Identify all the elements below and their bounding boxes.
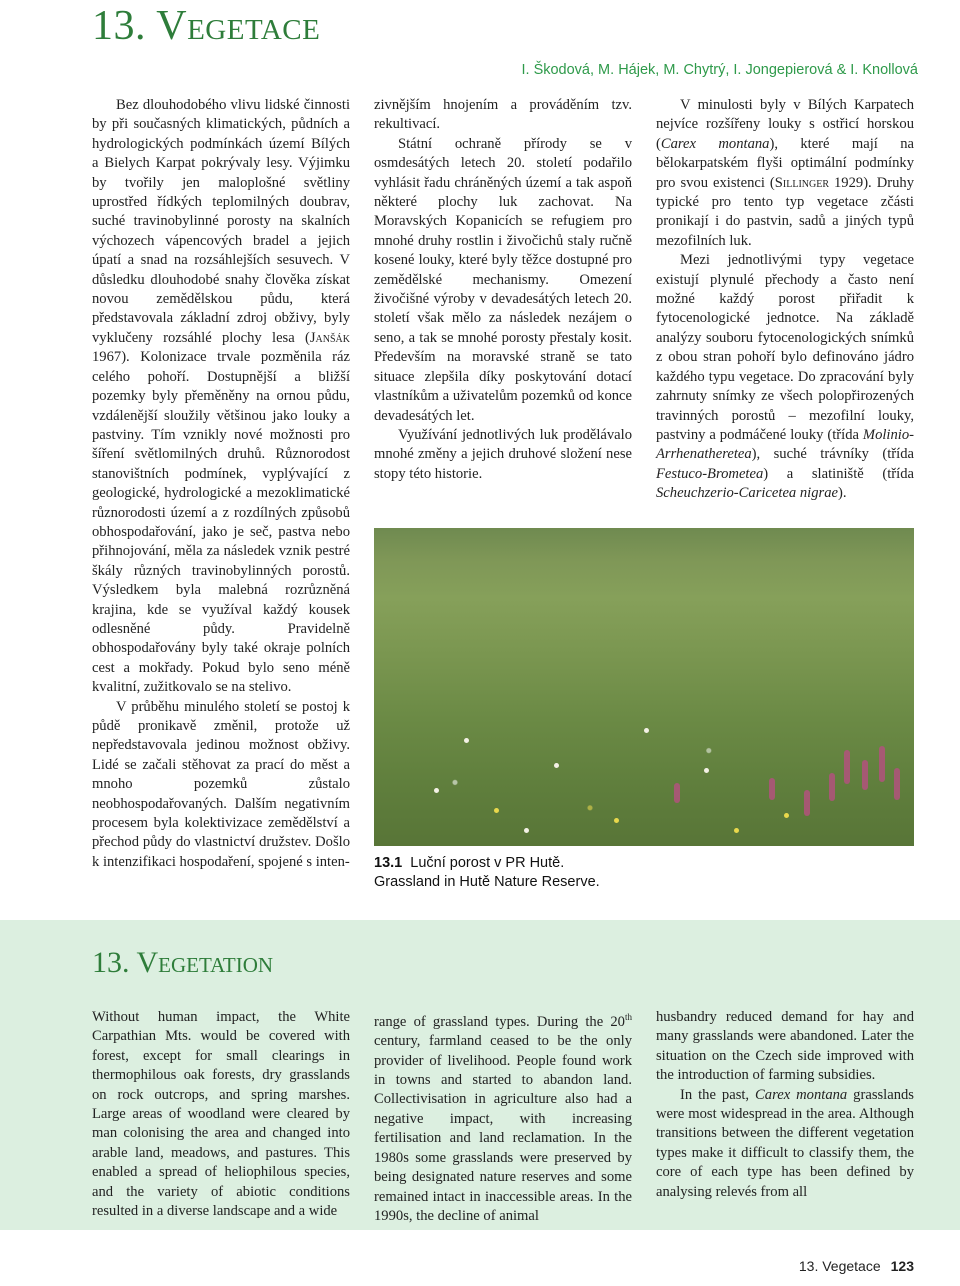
cz-paragraph: V minulosti byly v Bílých Karpatech nejvíce rozšířeny louky s ostřicí horskou (Carex montana), které mají na bělokarpatském flyši optimální podmínky pro svou existenci (Sillinger 1929). Druhy typické pro tento typ vegetace zčásti pronikají i do pastvin, sadů a jiných typů mezofilních luk. [656,97,914,249]
cz-paragraph: Státní ochraně přírody se v osmdesátých letech 20. století podařilo vyhlásit řadu chráněných území a tak aspoň některé plochy luk zachovat. Na Moravských Kopanicích se refugiem pro mnohé druhy rostlin i živočichů staly ručně kosené louky, které byly těžce dostupné pro zemědělské mechanismy. Omezení živočišné výroby v devadesátých letech 20. století však mělo za následek nezájem o seno, a tak se mnohé porosty přestaly kosit. Především na moravské straně se tato situace zlepšila díky poskytování dotací vlastníkům a uživatelům pozemků od konce devadesátých let. [374,135,632,424]
figure-caption: 13.1 Luční porost v PR Hutě. Grassland in Hutě Nature Reserve. [374,855,600,890]
en-column-3 [656,1008,914,1202]
page-title: 13. Vegetace [92,3,321,49]
citation: Sillinger [774,174,829,191]
page-footer [799,1258,914,1274]
cz-column-3 [656,96,914,504]
cz-paragraph: Mezi jednotlivými typy vegetace existují plynulé přechody a často není možné každý porost přiřadit k fytocenologické jednotce. Na základě analýzy souboru fytocenologických snímků z obou stran pohoří bylo definováno jádro každého typu vegetace. Do zpracování byly zahrnuty snímky ze všech polopřirozených travinných porostů – mezofilní louky, pastviny a podmáčené louky (třída Molinio-Arrhenatheretea), suché trávníky (třída Festuco-Brometea) a slatiniště (třída Scheuchzerio-Caricetea nigrae). [656,252,914,502]
en-paragraph: In the past, Carex montana grasslands were most widespread in the area. Although transitions between the different vegetation types make it difficult to classify them, the core of each type has been defined by analysing relevés from all [656,1086,914,1200]
cz-column-1 [92,96,350,872]
cz-paragraph: zivnějším hnojením a prováděním tzv. rekultivací. [374,97,632,133]
en-column-1 [92,1008,350,1221]
page-number: 123 [890,1258,914,1274]
authors: I. Škodová, M. Hájek, M. Chytrý, I. Jongepierová & I. Knollová [521,62,918,78]
cz-column-2 [374,96,632,484]
figure-number: 13.1 [374,855,403,871]
en-paragraph: Without human impact, the White Carpathian Mts. would be covered with forest, except for small clearings in thermophilous oak forests, dry grasslands on rock outcrops, and spring marshes. Large areas of woodland were cleared by man colonising the area and changed into arable land, meadows, and pastures. This enabled a spread of heliophilous species, and the variety of abiotic conditions resulted in a diverse landscape and a wide [92,1009,350,1220]
grassland-photo [374,528,914,846]
cz-paragraph: Využívání jednotlivých luk prodělávalo mnohé změny a jejich druhové složení nese stopy této historie. [374,426,632,482]
cz-paragraph: V průběhu minulého století se postoj k půdě pronikavě změnil, protože už nepředstavovala jedinou možnost obživy. Lidé se začali stěhovat za prací do měst a mnoho pozemků zůstalo neobhospodařovaných. Dalším negativním procesem byla kolektivizace zemědělství a přechod půdy do vlastnictví družstev. Došlo k intenzifikaci hospodaření, spojené s inten- [92,698,350,870]
citation: Janšák [309,329,350,346]
cz-paragraph: Bez dlouhodobého vlivu lidské činnosti by při současných klimatických, půdních a hydrologických podmínkách území Bílých a Bielych Karpat pokrývaly lesy. Výjimku by tvořily jen maloplošné světliny uprostřed řídkých teplomilných doubrav, suché travinobylinné porosty na skalních výchozech vápencových bradel a jejich úpatí a snad na rozsáhlejších sesuvech. V důsledku dlouhodobé snahy člověka získat novou zemědělskou půdu, která představovala základní zdroj obživy, byly vyklučeny rozsáhlé plochy lesa (Janšák 1967). Kolonizace trvale pozměnila ráz celého pohoří. Dostupnější a bližší pozemky byly přeměněny na ornou půdu, vzdálenější sloužily většinou jako louky a pastviny. Tím vznikly nové možnosti pro šíření světlomilných druhů. Různorodost stanovištních podmínek, vyplývající z geologické, hydrologické a mezoklimatické různorodosti území a z rozdílných způsobů obhospodařování, jako je seč, pastva nebo přihnojování, měla za následek vznik pestré škály různých travinobylinných porostů. Výsledkem byla malebná rozrůzněná krajina, kde se využíval každý kousek odlesněné půdy. Pravidelně obhospodařovány byly také okraje polních cest a mokřady. Pokud bylo seno méně kvalitní, zužitkovalo se na stelivo. [92,97,350,696]
footer-chapter: 13. Vegetace [798,1258,881,1274]
en-paragraph: husbandry reduced demand for hay and many grasslands were abandoned. Later the situation on the Czech side improved with the introduction of farming subsidies. [656,1009,914,1084]
en-column-2 [374,1008,632,1226]
english-title: 13. Vegetation [92,946,274,979]
en-paragraph: range of grassland types. During the 20th century, farmland ceased to be the only provider of livelihood. People found work in towns and started to abandon land. Collectivisation in agriculture also had a negative impact, with increasing fertilisation and land reclamation. In the 1980s some grasslands were preserved by being designated nature reserves and some remained intact in inaccessible areas. In the 1990s, the decline of animal [374,1012,632,1224]
